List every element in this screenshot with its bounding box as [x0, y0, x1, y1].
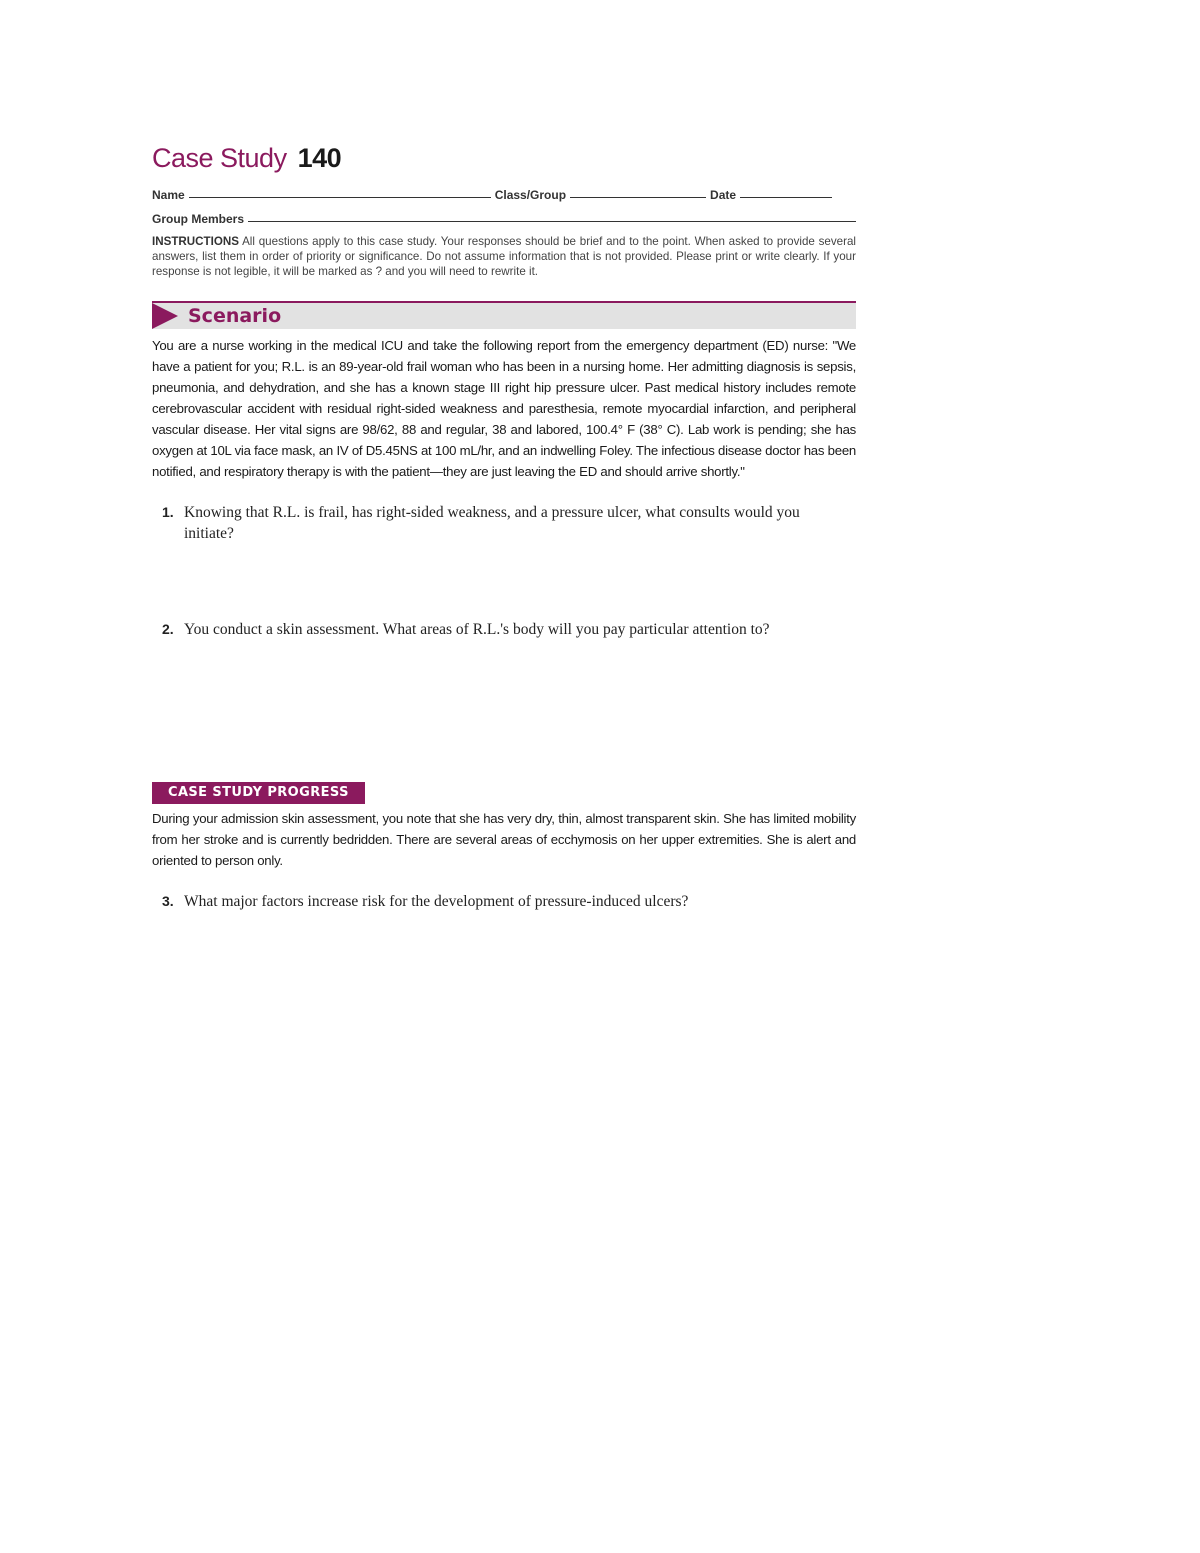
play-arrow-icon [152, 303, 178, 329]
question-3 [162, 891, 822, 912]
question-text: You conduct a skin assessment. What areas of R.L.'s body will you pay particular attention to? [184, 621, 770, 638]
title-number: 140 [297, 143, 342, 173]
name-class-date-row [152, 180, 856, 202]
scenario-title: Scenario [188, 305, 282, 327]
question-text: What major factors increase risk for the development of pressure-induced ulcers? [184, 893, 689, 910]
title-word: Case Study [152, 143, 287, 173]
question-2 [162, 619, 822, 640]
name-label: Name [152, 188, 185, 202]
group-members-field[interactable] [248, 221, 856, 222]
group-members-row [152, 204, 856, 226]
instructions-text: All questions apply to this case study. Your responses should be brief and to the point. When asked to provide several answers, list them in order of priority or significance. Do not assume information that is not provided. Please print or write clearly. If your response is not legible, it will be marked as ? and you will need to rewrite it. [152, 235, 856, 278]
question-number: 1. [162, 504, 174, 520]
page-title [152, 140, 856, 176]
scenario-text: You are a nurse working in the medical ICU and take the following report from the emergency department (ED) nurse: "We have a patient for you; R.L. is an 89-year-old frail woman who has been in a nursing home. Her admitting diagnosis is sepsis, pneumonia, and dehydration, and she has a known stage III right hip pressure ulcer. Past medical history includes remote cerebrovascular accident with residual right-sided weakness and paresthesia, remote myocardial infarction, and peripheral vascular disease. Her vital signs are 98/62, 88 and regular, 38 and labored, 100.4° F (38° C). Lab work is pending; she has oxygen at 10L via face mask, an IV of D5.45NS at 100 mL/hr, and an indwelling Foley. The infectious disease doctor has been notified, and respiratory therapy is with the patient—they are just leaving the ED and should arrive shortly." [152, 338, 856, 479]
group-members-label: Group Members [152, 212, 245, 226]
worksheet-page [152, 140, 856, 912]
class-group-label: Class/Group [494, 188, 567, 202]
date-label: Date [710, 188, 737, 202]
instructions [152, 234, 856, 279]
progress-text: During your admission skin assessment, you note that she has very dry, thin, almost transparent skin. She has limited mobility from her stroke and is currently bedridden. There are several areas of ecchymosis on her upper extremities. She is alert and oriented to person only. [152, 811, 856, 868]
question-1 [162, 502, 822, 544]
case-study-progress-badge: CASE STUDY PROGRESS [152, 782, 365, 804]
date-field[interactable] [740, 197, 832, 198]
instructions-heading: INSTRUCTIONS [152, 235, 239, 248]
name-field[interactable] [189, 197, 491, 198]
question-text: Knowing that R.L. is frail, has right-sided weakness, and a pressure ulcer, what consults would you initiate? [184, 504, 800, 542]
question-number: 2. [162, 621, 174, 637]
question-number: 3. [162, 893, 174, 909]
class-group-field[interactable] [570, 197, 706, 198]
scenario-header [152, 301, 856, 329]
